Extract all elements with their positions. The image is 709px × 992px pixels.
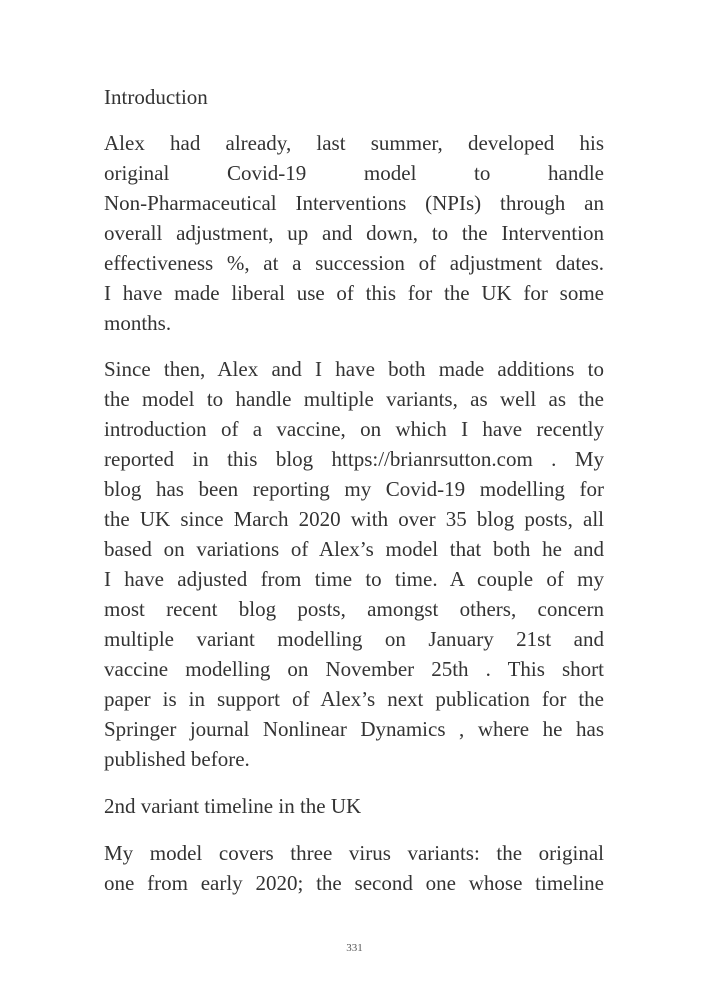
paragraph-3 [104,838,604,898]
text-line: original Covid-19 model to handle [104,161,604,185]
text-line: effectiveness %, at a succession of adjustment dates. [104,251,604,275]
text-line: Alex had already, last summer, developed his [104,131,604,155]
text-line: months. [104,311,172,335]
heading-text: 2nd variant timeline in the UK [104,794,362,818]
text-line: based on variations of Alex’s model that both he and [104,537,604,561]
heading-text: Introduction [104,85,208,109]
text-line: Since then, Alex and I have both made additions to [104,357,604,381]
section-heading-introduction [104,82,604,112]
section-heading-2nd-variant [104,791,604,821]
text-line: Non-Pharmaceutical Interventions (NPIs) through an [104,191,604,215]
text-line: Springer journal Nonlinear Dynamics , where he has [104,717,604,741]
text-line: multiple variant modelling on January 21st and [104,627,604,651]
text-line: I have adjusted from time to time. A couple of my [104,567,604,591]
paragraph-1 [104,128,604,338]
text-line: overall adjustment, up and down, to the Intervention [104,221,604,245]
text-line: published before. [104,747,250,771]
text-line: My model covers three virus variants: the original [104,841,604,865]
text-line: introduction of a vaccine, on which I have recently [104,417,604,441]
text-line: most recent blog posts, amongst others, concern [104,597,604,621]
text-line: vaccine modelling on November 25th . This short [104,657,604,681]
text-line: reported in this blog https://brianrsutton.com . My [104,447,604,471]
text-line: one from early 2020; the second one whose timeline [104,871,604,895]
text-line: I have made liberal use of this for the UK for some [104,281,604,305]
text-line: blog has been reporting my Covid-19 modelling for [104,477,604,501]
paragraph-2 [104,354,604,774]
text-line: the model to handle multiple variants, as well as the [104,387,604,411]
page-number: 331 [346,942,363,954]
text-line: the UK since March 2020 with over 35 blog posts, all [104,507,604,531]
text-line: paper is in support of Alex’s next publication for the [104,687,604,711]
